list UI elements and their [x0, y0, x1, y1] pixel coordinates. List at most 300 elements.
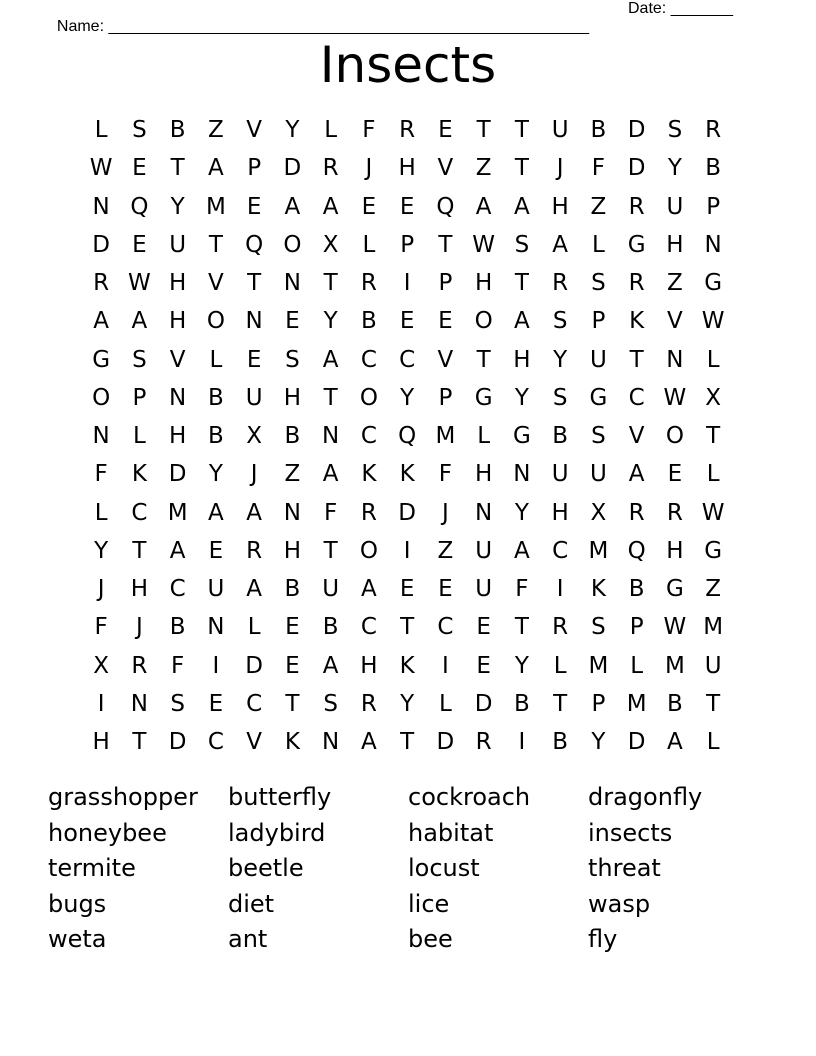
grid-cell: T [170, 155, 185, 182]
grid-cell: F [362, 117, 376, 144]
grid-cell: U [704, 652, 722, 679]
grid-cell: E [438, 308, 453, 335]
grid-cell: A [667, 729, 683, 756]
word-list-item: beetle [228, 854, 304, 883]
grid-cell: U [551, 117, 569, 144]
grid-cell: N [92, 423, 110, 450]
grid-cell: E [285, 308, 300, 335]
grid-cell: T [285, 690, 300, 717]
grid-cell: P [591, 308, 606, 335]
grid-cell: Y [94, 537, 109, 564]
grid-cell: U [589, 461, 607, 488]
grid-cell: R [628, 499, 645, 526]
grid-cell: U [551, 461, 569, 488]
word-list-item: fly [588, 925, 618, 954]
grid-cell: T [706, 690, 721, 717]
grid-cell: E [246, 346, 262, 373]
word-list-item: locust [408, 854, 480, 883]
grid-cell: D [168, 729, 187, 756]
grid-cell: C [246, 690, 263, 717]
grid-cell: Z [705, 576, 721, 603]
grid-cell: Q [245, 231, 264, 258]
grid-cell: B [513, 690, 530, 717]
grid-cell: E [667, 461, 683, 488]
grid-cell: N [169, 384, 187, 411]
grid-cell: S [132, 117, 147, 144]
grid-cell: A [208, 499, 224, 526]
grid-cell: B [590, 117, 607, 144]
grid-cell: P [629, 614, 644, 641]
grid-cell: E [476, 614, 491, 641]
grid-cell: T [514, 117, 529, 144]
grid-cell: H [283, 384, 302, 411]
grid-cell: Q [398, 423, 417, 450]
grid-cell: V [628, 423, 645, 450]
grid-cell: J [97, 576, 105, 603]
grid-cell: T [247, 270, 262, 297]
grid-cell: P [400, 231, 415, 258]
grid-cell: I [556, 576, 564, 603]
grid-cell: F [438, 461, 452, 488]
grid-cell: A [361, 576, 377, 603]
word-list-item: threat [588, 854, 661, 883]
grid-cell: O [474, 308, 493, 335]
word-list-item: bugs [48, 889, 107, 918]
grid-cell: H [666, 537, 684, 564]
grid-cell: A [246, 576, 262, 603]
grid-cell: U [207, 576, 225, 603]
grid-cell: B [705, 155, 722, 182]
grid-cell: B [169, 614, 186, 641]
grid-cell: I [97, 690, 105, 717]
grid-cell: D [436, 729, 455, 756]
grid-cell: J [441, 499, 449, 526]
grid-cell: Z [590, 193, 607, 220]
grid-cell: Y [208, 461, 223, 488]
grid-cell: D [168, 461, 187, 488]
grid-cell: T [706, 423, 721, 450]
grid-cell: D [283, 155, 302, 182]
grid-cell: R [475, 729, 492, 756]
grid-cell: T [400, 729, 415, 756]
grid-cell: X [322, 231, 339, 258]
grid-cell: C [552, 537, 569, 564]
grid-cell: R [360, 690, 377, 717]
grid-cell: S [591, 270, 606, 297]
grid-cell: L [247, 614, 261, 641]
grid-cell: Y [400, 690, 415, 717]
grid-cell: L [132, 423, 146, 450]
word-list [48, 780, 768, 958]
grid-cell: L [706, 346, 720, 373]
grid-cell: K [399, 652, 415, 679]
grid-cell: V [169, 346, 186, 373]
grid-cell: B [360, 308, 377, 335]
grid-cell: F [171, 652, 185, 679]
grid-cell: S [552, 308, 568, 335]
grid-cell: M [626, 690, 647, 717]
grid-cell: N [666, 346, 684, 373]
grid-cell: G [589, 384, 608, 411]
grid-cell: S [667, 117, 683, 144]
grid-cell: Q [436, 193, 455, 220]
grid-cell: T [323, 270, 338, 297]
grid-cell: I [518, 729, 526, 756]
grid-cell: A [93, 308, 109, 335]
grid-cell: M [588, 652, 609, 679]
grid-cell: M [435, 423, 456, 450]
word-list-item: ant [228, 925, 268, 954]
grid-cell: R [93, 270, 110, 297]
grid-cell: H [360, 652, 378, 679]
grid-cell: H [130, 576, 149, 603]
grid-cell: K [399, 461, 415, 488]
grid-cell: T [476, 346, 491, 373]
grid-cell: N [513, 461, 531, 488]
grid-cell: S [591, 614, 606, 641]
grid-cell: E [399, 308, 415, 335]
grid-cell: K [629, 308, 645, 335]
grid-cell: T [208, 231, 223, 258]
grid-cell: C [360, 423, 377, 450]
grid-cell: W [701, 308, 725, 335]
grid-cell: M [167, 499, 188, 526]
grid-cell: A [246, 499, 262, 526]
grid-cell: R [360, 499, 377, 526]
grid-cell: A [322, 346, 339, 373]
grid-cell: F [515, 576, 529, 603]
grid-cell: W [663, 614, 687, 641]
grid-cell: Z [207, 117, 224, 144]
grid-cell: S [323, 690, 338, 717]
grid-cell: H [168, 308, 187, 335]
grid-cell: C [360, 346, 377, 373]
grid-cell: O [359, 537, 378, 564]
grid-cell: X [93, 652, 109, 679]
grid-cell: A [322, 461, 339, 488]
grid-cell: M [703, 614, 724, 641]
grid-cell: K [284, 729, 300, 756]
grid-cell: H [92, 729, 110, 756]
grid-cell: N [245, 308, 263, 335]
grid-cell: N [283, 270, 301, 297]
grid-cell: W [701, 499, 725, 526]
grid-cell: X [246, 423, 262, 450]
grid-cell: A [284, 193, 301, 220]
grid-cell: E [208, 537, 224, 564]
grid-cell: P [438, 384, 453, 411]
grid-cell: B [169, 117, 186, 144]
grid-cell: Z [666, 270, 683, 297]
grid-cell: B [552, 729, 569, 756]
grid-cell: T [132, 537, 147, 564]
grid-cell: O [665, 423, 684, 450]
grid-cell: H [551, 193, 569, 220]
name-field-line[interactable]: Name: ______________________________________________________ [56, 18, 589, 35]
grid-cell: Q [627, 537, 646, 564]
grid-cell: A [475, 193, 492, 220]
grid-cell: W [663, 384, 687, 411]
grid-cell: O [283, 231, 302, 258]
grid-cell: L [94, 499, 108, 526]
grid-cell: H [398, 155, 416, 182]
grid-cell: E [438, 576, 453, 603]
grid-cell: E [399, 576, 415, 603]
grid-cell: B [284, 423, 301, 450]
grid-cell: E [438, 117, 453, 144]
grid-cell: J [556, 155, 564, 182]
word-list-item: bee [408, 925, 453, 954]
grid-cell: I [441, 652, 449, 679]
grid-cell: G [474, 384, 493, 411]
word-list-item: diet [228, 889, 275, 918]
word-list-item: insects [588, 818, 673, 847]
grid-cell: W [472, 231, 495, 258]
grid-cell: M [588, 537, 609, 564]
grid-cell: D [398, 499, 416, 526]
grid-cell: C [131, 499, 148, 526]
grid-cell: Y [667, 155, 682, 182]
grid-cell: C [628, 384, 645, 411]
grid-cell: A [514, 308, 530, 335]
grid-cell: U [245, 384, 263, 411]
grid-cell: H [168, 423, 187, 450]
grid-cell: C [360, 614, 377, 641]
grid-cell: G [512, 423, 531, 450]
grid-cell: R [399, 117, 416, 144]
grid-cell: Y [591, 729, 606, 756]
grid-cell: Y [553, 346, 568, 373]
grid-cell: H [513, 346, 531, 373]
grid-cell: E [285, 652, 300, 679]
page-title: Insects [319, 36, 497, 94]
grid-cell: S [552, 384, 568, 411]
word-list-item: dragonfly [588, 783, 703, 811]
grid-cell: U [169, 231, 187, 258]
grid-cell: E [208, 690, 224, 717]
grid-cell: A [208, 155, 224, 182]
grid-cell: U [666, 193, 684, 220]
word-list-item: termite [48, 854, 136, 883]
word-list-item: butterfly [228, 783, 332, 811]
grid-cell: C [169, 576, 186, 603]
grid-cell: X [705, 384, 721, 411]
grid-cell: S [591, 423, 606, 450]
grid-cell: Z [284, 461, 301, 488]
grid-cell: S [514, 231, 530, 258]
word-list-item: weta [48, 925, 107, 954]
grid-cell: R [705, 117, 722, 144]
grid-cell: C [437, 614, 454, 641]
grid-cell: N [704, 231, 722, 258]
grid-cell: T [132, 729, 147, 756]
grid-cell: V [208, 270, 224, 297]
grid-cell: L [209, 346, 223, 373]
grid-cell: I [403, 270, 411, 297]
grid-cell: L [553, 652, 567, 679]
grid-cell: R [628, 193, 645, 220]
grid-cell: Z [437, 537, 454, 564]
grid-cell: W [89, 155, 113, 182]
grid-cell: O [359, 384, 378, 411]
grid-cell: L [324, 117, 338, 144]
grid-cell: A [322, 652, 339, 679]
grid-cell: A [628, 461, 645, 488]
grid-cell: K [590, 576, 606, 603]
grid-cell: E [132, 231, 147, 258]
grid-cell: N [130, 690, 148, 717]
grid-cell: T [514, 270, 529, 297]
grid-cell: T [629, 346, 644, 373]
grid-cell: G [627, 231, 646, 258]
grid-cell: B [322, 614, 339, 641]
grid-cell: C [207, 729, 224, 756]
grid-cell: E [132, 155, 147, 182]
grid-cell: T [323, 384, 338, 411]
grid-cell: T [476, 117, 491, 144]
grid-cell: A [322, 193, 339, 220]
word-list-item: lice [408, 889, 450, 918]
grid-cell: Q [130, 193, 149, 220]
grid-cell: I [212, 652, 220, 679]
grid-cell: S [170, 690, 185, 717]
grid-cell: L [438, 690, 452, 717]
grid-cell: K [361, 461, 377, 488]
grid-cell: D [627, 117, 646, 144]
grid-cell: A [131, 308, 148, 335]
grid-cell: R [360, 270, 377, 297]
grid-cell: E [399, 193, 415, 220]
grid-cell: E [476, 652, 491, 679]
grid-cell: H [283, 537, 302, 564]
grid-cell: R [322, 155, 339, 182]
grid-cell: M [205, 193, 226, 220]
grid-cell: R [131, 652, 148, 679]
word-list-item: honeybee [48, 818, 167, 847]
grid-cell: U [589, 346, 607, 373]
grid-cell: P [591, 690, 606, 717]
grid-cell: D [627, 155, 646, 182]
grid-cell: U [475, 576, 493, 603]
grid-cell: F [94, 461, 108, 488]
grid-cell: N [283, 499, 301, 526]
word-list-item: grasshopper [48, 783, 198, 811]
grid-cell: J [250, 461, 258, 488]
grid-cell: T [514, 155, 529, 182]
letter-grid [82, 111, 732, 761]
grid-cell: Z [475, 155, 492, 182]
grid-cell: Y [170, 193, 185, 220]
grid-cell: L [630, 652, 644, 679]
grid-cell: U [475, 537, 493, 564]
grid-cell: F [94, 614, 108, 641]
grid-cell: R [246, 537, 263, 564]
grid-cell: R [666, 499, 683, 526]
grid-cell: W [128, 270, 151, 297]
grid-cell: Y [514, 499, 529, 526]
grid-cell: A [514, 537, 530, 564]
grid-cell: H [666, 231, 684, 258]
grid-cell: Y [514, 384, 529, 411]
grid-cell: R [552, 614, 569, 641]
grid-cell: L [706, 729, 720, 756]
grid-cell: B [284, 576, 301, 603]
date-field-line[interactable]: Date: _______ [628, 0, 733, 17]
grid-cell: A [361, 729, 377, 756]
grid-cell: B [552, 423, 569, 450]
grid-cell: G [704, 270, 723, 297]
grid-cell: M [664, 652, 685, 679]
grid-cell: P [132, 384, 147, 411]
grid-cell: T [514, 614, 529, 641]
word-list-item: cockroach [408, 783, 531, 811]
grid-cell: E [285, 614, 300, 641]
grid-cell: L [477, 423, 491, 450]
grid-cell: E [246, 193, 262, 220]
grid-cell: C [399, 346, 416, 373]
grid-cell: Y [514, 652, 529, 679]
grid-cell: O [206, 308, 225, 335]
grid-cell: Y [323, 308, 338, 335]
grid-cell: G [665, 576, 684, 603]
grid-cell: V [246, 117, 262, 144]
grid-cell: X [590, 499, 607, 526]
grid-cell: D [92, 231, 110, 258]
grid-cell: N [92, 193, 110, 220]
grid-cell: B [628, 576, 645, 603]
grid-cell: L [94, 117, 108, 144]
grid-cell: T [400, 614, 415, 641]
grid-cell: E [361, 193, 377, 220]
grid-cell: P [247, 155, 262, 182]
grid-cell: G [704, 537, 723, 564]
grid-cell: H [474, 270, 493, 297]
grid-cell: H [474, 461, 493, 488]
grid-cell: F [591, 155, 605, 182]
grid-cell: P [706, 193, 721, 220]
grid-cell: V [667, 308, 683, 335]
grid-cell: J [135, 614, 143, 641]
grid-cell: A [514, 193, 530, 220]
grid-cell: N [207, 614, 225, 641]
grid-cell: N [322, 729, 340, 756]
grid-cell: T [553, 690, 568, 717]
grid-cell: R [552, 270, 569, 297]
grid-cell: O [92, 384, 111, 411]
grid-cell: L [706, 461, 720, 488]
grid-cell: B [207, 423, 224, 450]
word-list-item: habitat [408, 818, 494, 847]
grid-cell: L [591, 231, 605, 258]
grid-cell: U [322, 576, 340, 603]
header [48, 0, 768, 35]
grid-cell: L [362, 231, 376, 258]
grid-cell: N [475, 499, 493, 526]
grid-cell: K [131, 461, 147, 488]
grid-cell: V [246, 729, 262, 756]
grid-cell: J [365, 155, 373, 182]
grid-cell: Y [285, 117, 300, 144]
grid-cell: D [474, 690, 493, 717]
grid-cell: P [438, 270, 453, 297]
grid-cell: V [437, 155, 454, 182]
grid-cell: A [552, 231, 568, 258]
grid-cell: D [627, 729, 646, 756]
grid-cell: Y [400, 384, 415, 411]
grid-cell: T [438, 231, 453, 258]
grid-cell: N [322, 423, 340, 450]
grid-cell: F [324, 499, 338, 526]
